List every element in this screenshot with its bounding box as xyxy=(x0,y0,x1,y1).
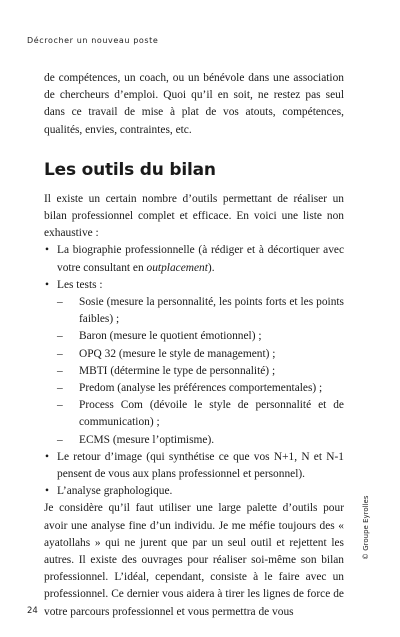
list-item xyxy=(44,242,344,276)
list-item-text: L’analyse graphologique. xyxy=(57,485,173,498)
sublist-item xyxy=(57,432,344,449)
list-item xyxy=(44,449,344,483)
bullet-marker: • xyxy=(45,450,49,463)
dash-marker: – xyxy=(57,399,63,412)
bullet-marker: • xyxy=(45,244,49,257)
list-item-text: La biographie professionnelle (à rédiger et à décortiquer avec votre consultant en xyxy=(57,244,344,274)
list-item xyxy=(44,483,344,500)
sublist-item-text: ECMS (mesure l’optimisme). xyxy=(79,433,215,446)
dash-marker: – xyxy=(57,433,63,446)
sublist-item-text: Predom (analyse les préférences comportementales) ; xyxy=(79,382,323,395)
dash-marker: – xyxy=(57,330,63,343)
bullet-marker: • xyxy=(45,278,49,291)
copyright-credit: © Groupe Eyrolles xyxy=(362,495,370,560)
sublist-item xyxy=(57,346,344,363)
sublist-item xyxy=(57,397,344,431)
bullet-marker: • xyxy=(45,485,49,498)
section-title: Les outils du bilan xyxy=(44,159,216,180)
sublist-item xyxy=(57,328,344,345)
dash-marker: – xyxy=(57,296,63,309)
sublist-item xyxy=(57,294,344,328)
tools-list xyxy=(44,242,344,500)
sublist-item xyxy=(57,380,344,397)
page-body xyxy=(44,70,344,621)
dash-marker: – xyxy=(57,347,63,360)
sublist-item-text: Sosie (mesure la personnalité, les points forts et les points faibles) ; xyxy=(79,296,344,326)
tests-sublist xyxy=(57,294,344,449)
list-item xyxy=(44,277,344,449)
page-number: 24 xyxy=(27,606,38,616)
sublist-item-text: MBTI (détermine le type de personnalité) ; xyxy=(79,364,276,377)
section-intro: Il existe un certain nombre d’outils permettant de réaliser un bilan professionnel complet et efficace. En voici une liste non exhaustive : xyxy=(44,192,344,240)
dash-marker: – xyxy=(57,364,63,377)
italic-term: outplacement xyxy=(146,261,208,274)
sublist-item-text: Process Com (dévoile le style de personnalité et de communication) ; xyxy=(79,399,344,429)
sublist-item xyxy=(57,363,344,380)
dash-marker: – xyxy=(57,382,63,395)
running-head: Décrocher un nouveau poste xyxy=(27,36,159,45)
list-item-text: Les tests : xyxy=(57,278,103,291)
closing-paragraph: Je considère qu’il faut utiliser une large palette d’outils pour avoir une analyse fine d’un individu. Je me méfie toujours des « ayatollahs » qui ne jurent que par un seul outil et rejettent les autres. Il existe des ouvrages pour réaliser soi-même son bilan professionnel. L’idéal, cependant, consiste à le faire avec un professionnel. Ce dernier vous aidera à tirer les lignes de force de votre parcours professionnel et vous permettra de vous xyxy=(44,502,344,618)
list-item-text-end: ). xyxy=(207,261,215,274)
sublist-item-text: OPQ 32 (mesure le style de management) ; xyxy=(79,347,276,360)
intro-paragraph: de compétences, un coach, ou un bénévole dans une association de chercheurs d’emploi. Quoi qu’il en soit, ne restez pas seul dans ce travail de mise à plat de vos atouts, compétences, qualités, envies, contraintes, etc. xyxy=(44,72,344,136)
sublist-item-text: Baron (mesure le quotient émotionnel) ; xyxy=(79,330,262,343)
list-item-text: Le retour d’image (qui synthétise ce que vos N+1, N et N-1 pensent de vous aux plans professionnel et personnel). xyxy=(57,450,344,481)
